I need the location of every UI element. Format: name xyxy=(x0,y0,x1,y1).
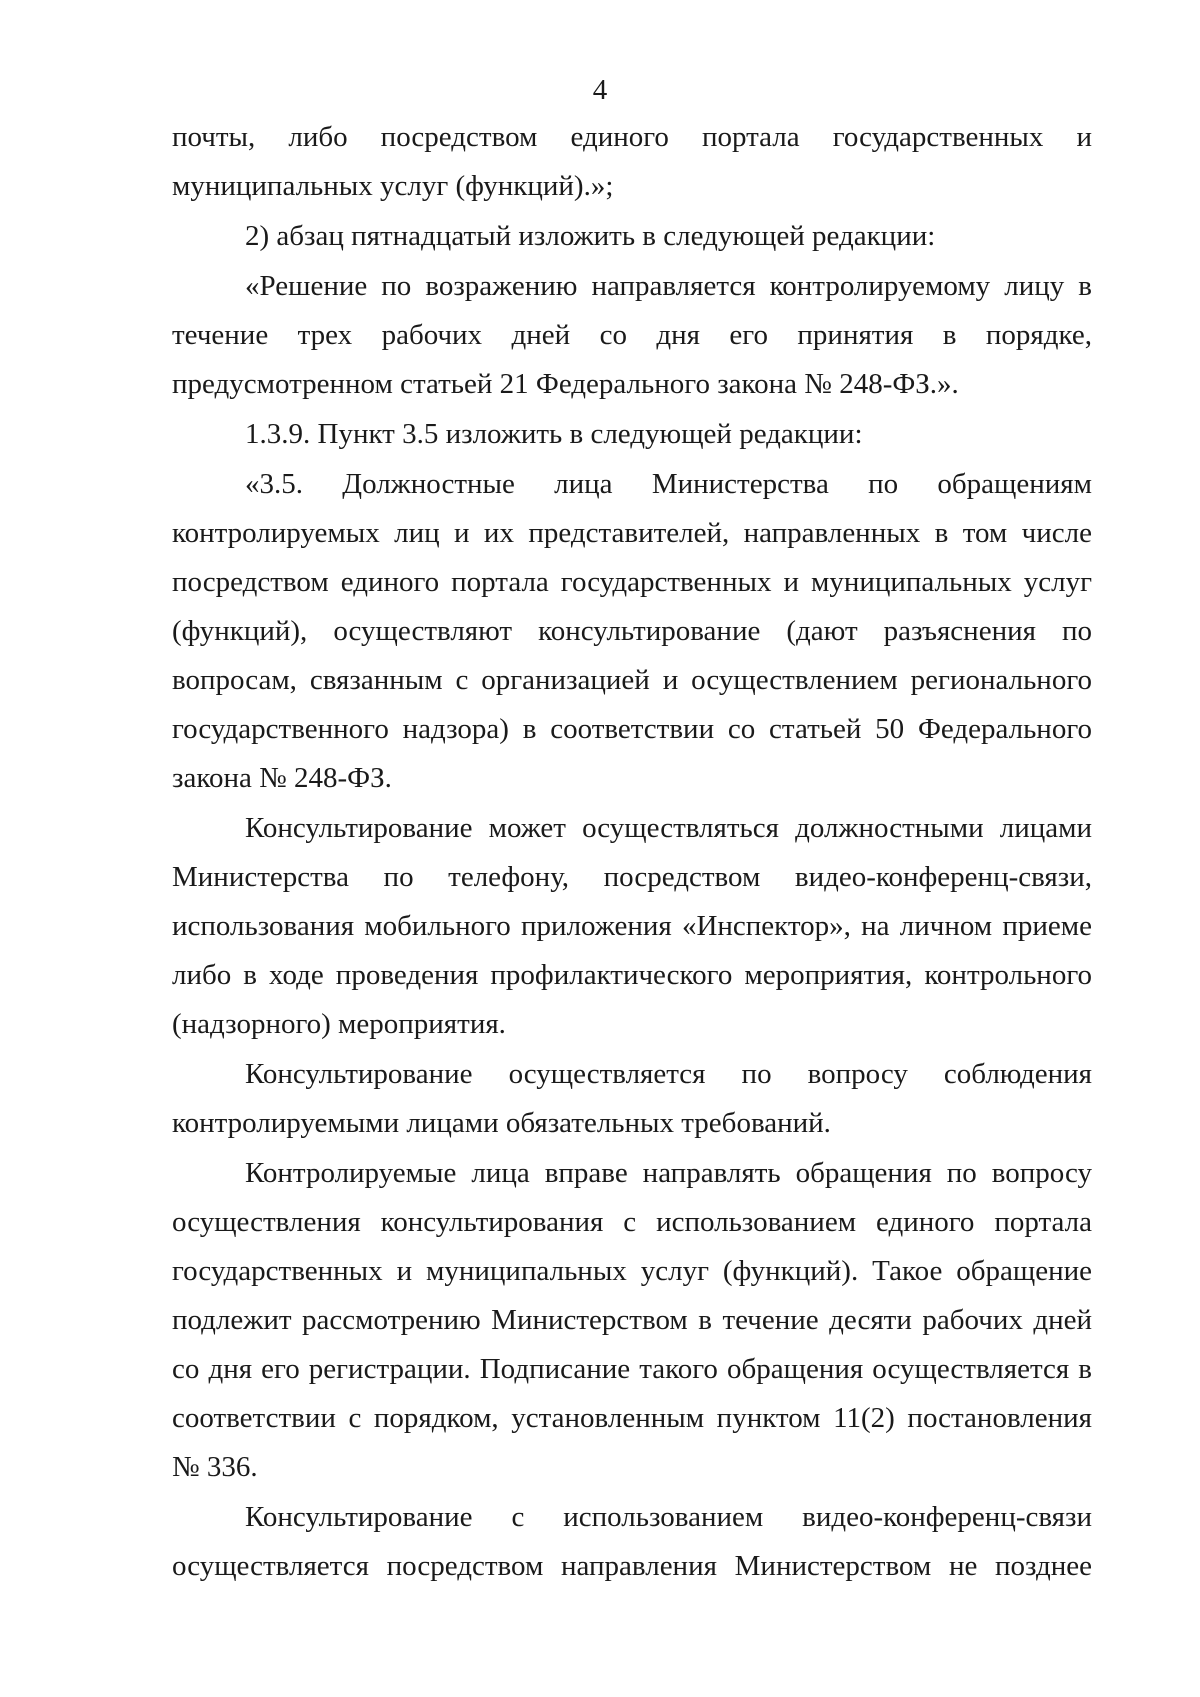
paragraph-amendment-point: 1.3.9. Пункт 3.5 изложить в следующей редакции: xyxy=(245,418,863,450)
paragraph-consultation-subject: Консультирование осуществляется по вопросу соблюдения контролируемыми лицами обязательных требований. xyxy=(172,1058,1092,1139)
document-body xyxy=(172,113,1092,1591)
paragraph-consultation-requests: Контролируемые лица вправе направлять обращения по вопросу осуществления консультирования с использованием единого портала государственных и муниципальных услуг (функций). Такое обращение подлежит рассмотрению Министерством в течение десяти рабочих дней со дня его регистрации. Подписание такого обращения осуществляется в соответствии с порядком, установленным пунктом 11(2) постановления № 336. xyxy=(172,1157,1092,1483)
paragraph-quoted-decision: «Решение по возражению направляется контролируемому лицу в течение трех рабочих дней со дня его принятия в порядке, предусмотренном статьей 21 Федерального закона № 248-ФЗ.». xyxy=(172,270,1092,400)
page-number: 4 xyxy=(592,74,608,106)
paragraph-quoted-clause: «3.5. Должностные лица Министерства по обращениям контролируемых лиц и их представителей, направленных в том числе посредством единого портала государственных и муниципальных услуг (функций), осуществляют консультирование (дают разъяснения по вопросам, связанным с организацией и осуществлением регионального государственного надзора) в соответствии со статьей 50 Федерального закона № 248-ФЗ. xyxy=(172,468,1092,794)
paragraph-continuation: почты, либо посредством единого портала государственных и муниципальных услуг (функций).»; xyxy=(172,121,1092,202)
paragraph-video-consultation: Консультирование с использованием видео-конференц-связи осуществляется посредством направления Министерством не позднее xyxy=(172,1501,1092,1582)
paragraph-amendment-item: 2) абзац пятнадцатый изложить в следующей редакции: xyxy=(245,220,936,252)
paragraph-consultation-channels: Консультирование может осуществляться должностными лицами Министерства по телефону, посредством видео-конференц-связи, использования мобильного приложения «Инспектор», на личном приеме либо в ходе проведения профилактического мероприятия, контрольного (надзорного) мероприятия. xyxy=(172,812,1092,1040)
